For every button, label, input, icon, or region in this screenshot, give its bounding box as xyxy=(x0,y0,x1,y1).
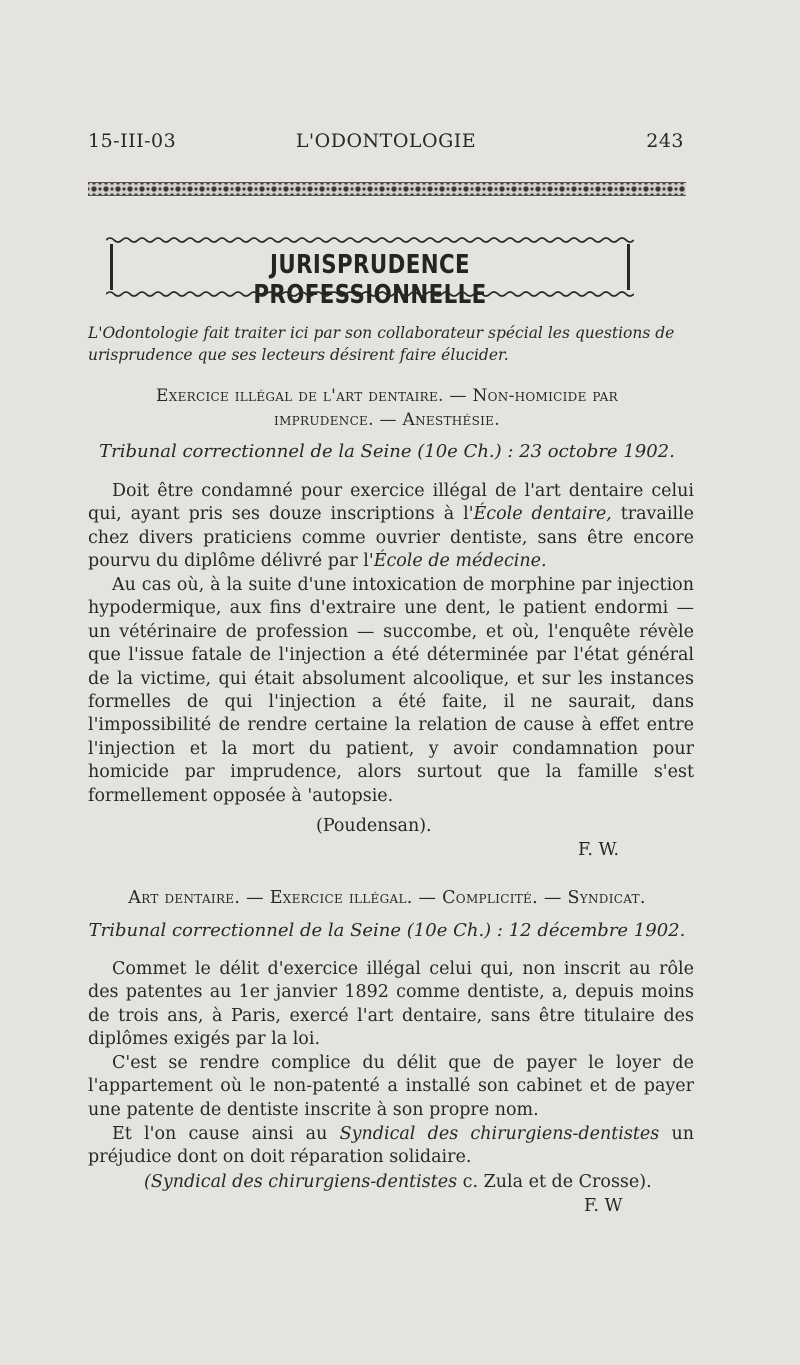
header-journal-title: L'ODONTOLOGIE xyxy=(295,130,477,152)
intro-note: L'Odontologie fait traiter ici par son collaborateur spécial les questions de urisprudence que ses lecteurs désirent faire élucider. xyxy=(88,324,675,364)
decorative-ornament-band xyxy=(88,182,686,196)
case1-para1-text-b: travaille chez divers praticiens comme ouvrier dentiste, sans être encore pourvu du diplôme délivré par l' xyxy=(88,504,694,572)
case2-source xyxy=(144,1172,652,1192)
case1-source: (Poudensan). xyxy=(316,816,432,836)
case2-paragraph-2: C'est se rendre complice du délit que de payer le loyer de l'appartement où le non-patenté a installé son cabinet et de payer une patente de dentiste inscrite à son propre nom. xyxy=(88,1053,694,1120)
case1-heading-line2: imprudence. — Anesthésie. xyxy=(274,410,500,430)
case2-paragraph-3 xyxy=(88,1123,694,1170)
case2-signature: F. W xyxy=(584,1196,623,1216)
wavy-rule-top xyxy=(106,236,634,244)
case1-para1-italic-a: École dentaire, xyxy=(473,504,612,525)
case2-para3-text-b: un préjudice dont on doit réparation solidaire. xyxy=(88,1124,694,1168)
case2-source-text: c. Zula et de Crosse). xyxy=(457,1172,652,1192)
header-page-number: 243 xyxy=(646,130,684,152)
case1-para1-italic-b: École de médecine. xyxy=(373,551,547,572)
case1-paragraph-2: Au cas où, à la suite d'une intoxication de morphine par injection hypodermique, aux fins d'extraire une dent, le patient endormi — un vétérinaire de profession — succombe, et où, l'enquête révèle que l'issue fatale de l'injection a été déterminée par l'état général de la victime, qui était absolument alcoolique, et sur les instances formelles de qui l'injection a été faite, il ne saurait, dans l'impossibilité de rendre certaine la relation de cause à effet entre l'injection et la mort du patient, y avoir condamnation pour homicide par imprudence, alors surtout que la famille s'est formellement opposée à 'autopsie. xyxy=(88,575,694,806)
frame-left-bar xyxy=(110,244,113,290)
case2-source-italic: (Syndical des chirurgiens-dentistes xyxy=(144,1172,458,1192)
case1-court: Tribunal correctionnel de la Seine (10e Ch.) : 23 octobre 1902. xyxy=(99,441,675,462)
running-header xyxy=(88,130,684,160)
header-date: 15-III-03 xyxy=(88,130,177,152)
case2-paragraph-1: Commet le délit d'exercice illégal celui qui, non inscrit au rôle des patentes au 1er janvier 1892 comme dentiste, a, depuis moins de trois ans, à Paris, exercé l'art dentaire, sans être titulaire des diplômes exigés par la loi. xyxy=(88,959,694,1050)
case1-heading-line1: Exercice illégal de l'art dentaire. — Non-homicide par xyxy=(156,386,618,406)
case2-court: Tribunal correctionnel de la Seine (10e Ch.) : 12 décembre 1902. xyxy=(88,920,686,941)
case1-signature: F. W. xyxy=(578,840,620,860)
case1-heading xyxy=(88,384,686,432)
section-title-frame xyxy=(106,236,634,310)
wavy-rule-bottom xyxy=(106,290,634,298)
case1-paragraph-1 xyxy=(88,480,694,574)
section-title: JURISPRUDENCE PROFESSIONNELLE xyxy=(253,250,487,310)
case1-para1-text-a: Doit être condamné pour exercice illégal de l'art dentaire celui qui, ayant pris ses douze inscriptions à l' xyxy=(88,481,694,525)
case2-para3-italic: Syndical des chirurgiens-dentistes xyxy=(339,1124,660,1144)
frame-right-bar xyxy=(627,244,630,290)
case2-heading-line: Art dentaire. — Exercice illégal. — Complicité. — Syndicat. xyxy=(128,888,646,908)
case2-heading xyxy=(88,886,686,910)
case2-para3-text-a: Et l'on cause ainsi au xyxy=(112,1124,340,1144)
